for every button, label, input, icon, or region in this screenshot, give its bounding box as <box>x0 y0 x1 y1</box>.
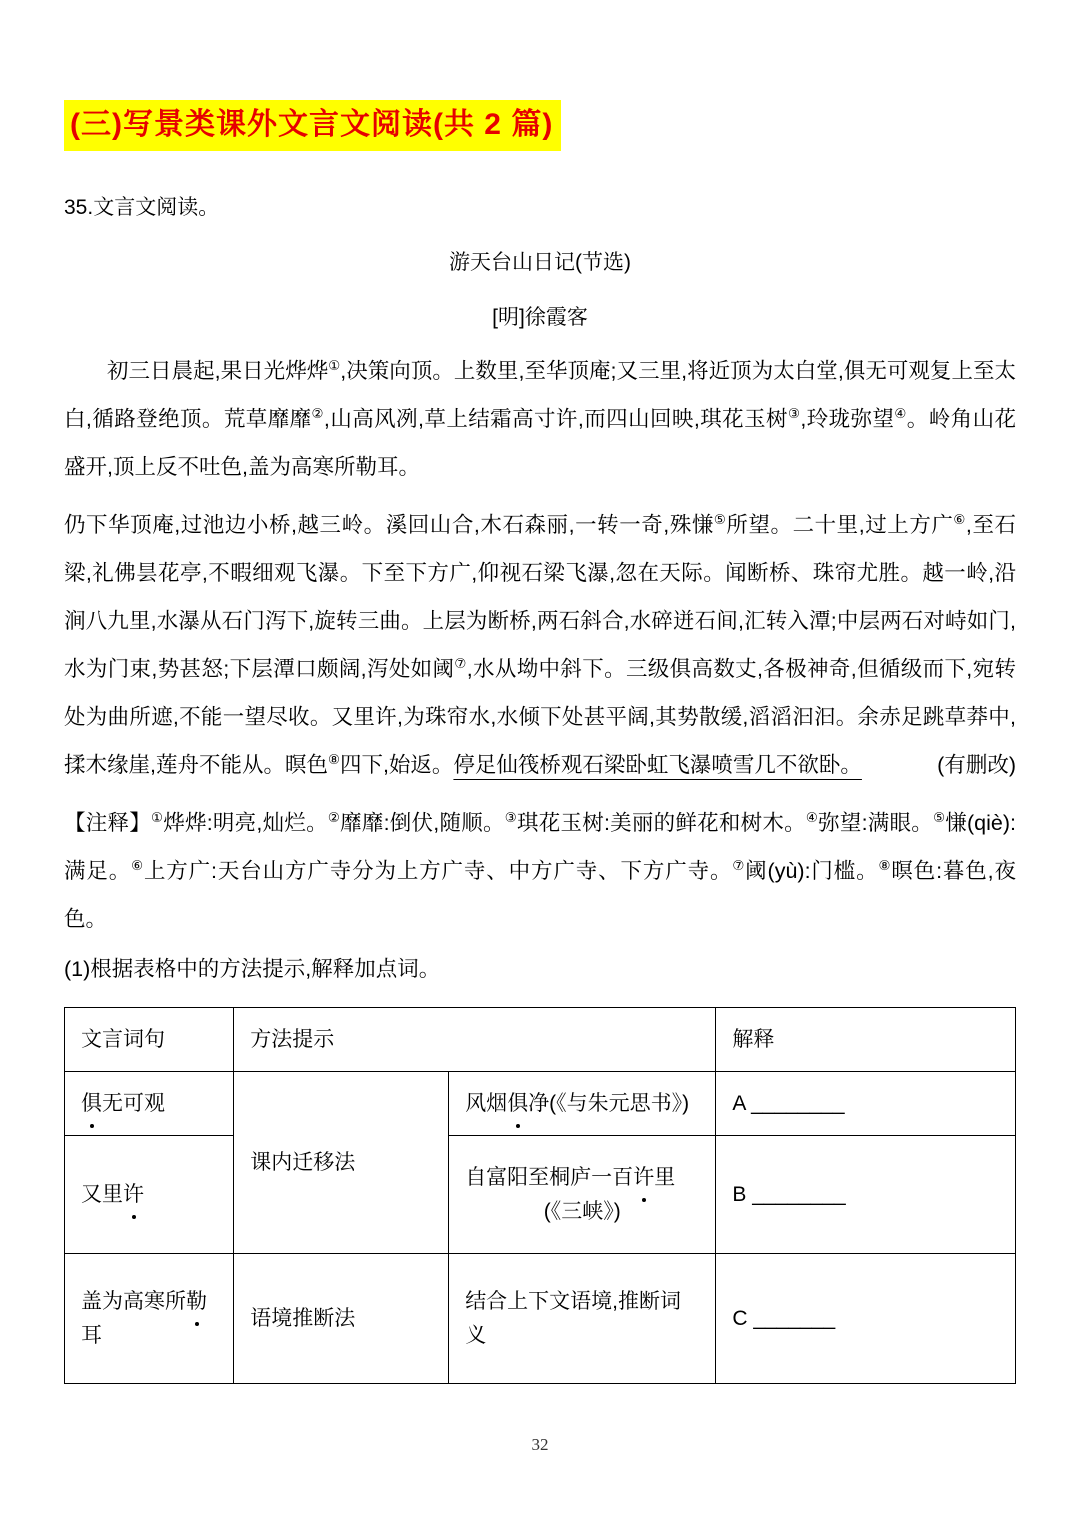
example-pre: 自富阳至桐庐一百 <box>465 1165 634 1189</box>
section-title-banner: (三)写景类课外文言文阅读(共 2 篇) <box>64 100 561 151</box>
answer-cell-a: A ________ <box>716 1072 1016 1136</box>
answer-cell-c: C _______ <box>716 1254 1016 1384</box>
phrase-cell-3 <box>65 1254 234 1384</box>
phrase-cell-1 <box>65 1072 234 1136</box>
paragraph-1: 初三日晨起,果日光烨烨①,决策向顶。上数里,至华顶庵;又三里,将近顶为太白堂,俱无可观复上至太白,循路登绝顶。荒草靡靡②,山高风冽,草上结霜高寸许,而四山回映,琪花玉树③,玲珑弥望④。岭角山花盛开,顶上反不吐色,盖为高寒所勒耳。 <box>64 357 1016 479</box>
paragraph-2 <box>64 501 1016 789</box>
method-hint-table <box>64 1007 1016 1384</box>
dotted-char: 许 <box>123 1178 144 1212</box>
phrase-rest: 无可观 <box>102 1091 165 1115</box>
dotted-char: 俱 <box>507 1087 528 1121</box>
notes-paragraph: 【注释】①烨烨:明亮,灿烂。②靡靡:倒伏,随顺。③琪花玉树:美丽的鲜花和树木。④弥望:满眼。⑤慊(qiè):满足。⑥上方广:天台山方广寺分为上方广寺、中方广寺、下方广寺。⑦阈(yù):门槛。⑧暝色:暮色,夜色。 <box>64 809 1016 931</box>
example-line-1 <box>465 1161 699 1195</box>
page-number: 32 <box>531 1435 549 1454</box>
example-cell-2 <box>449 1136 716 1254</box>
table-header-row <box>65 1008 1016 1072</box>
method-cell-transfer: 课内迁移法 <box>234 1072 449 1254</box>
example-post: 净(《与朱元思书》) <box>528 1091 690 1115</box>
example-line-2: (《三峡》) <box>543 1199 621 1223</box>
table-row <box>65 1136 1016 1254</box>
phrase-pre: 又里 <box>81 1182 123 1206</box>
edit-note: (有删改) <box>937 753 1016 777</box>
answer-cell-b: B ________ <box>716 1136 1016 1254</box>
sub-question-1: (1)根据表格中的方法提示,解释加点词。 <box>64 957 441 981</box>
method-cell-context: 语境推断法 <box>234 1254 449 1384</box>
table-row <box>65 1072 1016 1136</box>
phrase-post: 耳 <box>81 1323 102 1347</box>
header-method: 方法提示 <box>234 1008 716 1072</box>
header-phrase: 文言词句 <box>65 1008 234 1072</box>
header-explain: 解释 <box>716 1008 1016 1072</box>
dotted-char: 勒 <box>186 1285 207 1319</box>
paragraph-2-main: 仍下华顶庵,过池边小桥,越三岭。溪回山合,木石森丽,一转一奇,殊慊⑤所望。二十里,过上方广⑥,至石梁,礼佛昙花亭,不暇细观飞瀑。下至下方广,仰视石梁飞瀑,忽在天际。闻断桥、珠帘尤胜。越一岭,沿涧八九里,水瀑从石门泻下,旋转三曲。上层为断桥,两石斜合,水碎迸石间,汇转入潭;中层两石对峙如门,水为门束,势甚怒;下层潭口颇阔,泻处如阈⑦,水从坳中斜下。三级俱高数丈,各极神奇,但循级而下,宛转处为曲所遮,不能一望尽收。又里许,为珠帘水,水倾下处甚平阔,其势散缓,滔滔汩汩。余赤足跳草莽中,揉木缘崖,莲舟不能从。暝色⑧四下,始返。 <box>64 511 1016 777</box>
dotted-char: 许 <box>633 1161 654 1195</box>
paragraph-2-underlined-sentence: 停足仙筏桥观石梁卧虹飞瀑喷雪几不欲卧。 <box>453 753 862 777</box>
phrase-pre: 盖为高寒所 <box>81 1289 186 1313</box>
example-cell-3: 结合上下文语境,推断词义 <box>449 1254 716 1384</box>
example-post: 里 <box>654 1165 676 1189</box>
article-author: [明]徐霞客 <box>492 306 588 329</box>
phrase-cell-2 <box>65 1136 234 1254</box>
article-title: 游天台山日记(节选) <box>449 251 631 274</box>
table-row <box>65 1254 1016 1384</box>
example-cell-1 <box>449 1072 716 1136</box>
question-number-line: 35.文言文阅读。 <box>64 196 220 219</box>
dotted-char: 俱 <box>81 1087 102 1121</box>
example-pre: 风烟 <box>465 1091 508 1115</box>
